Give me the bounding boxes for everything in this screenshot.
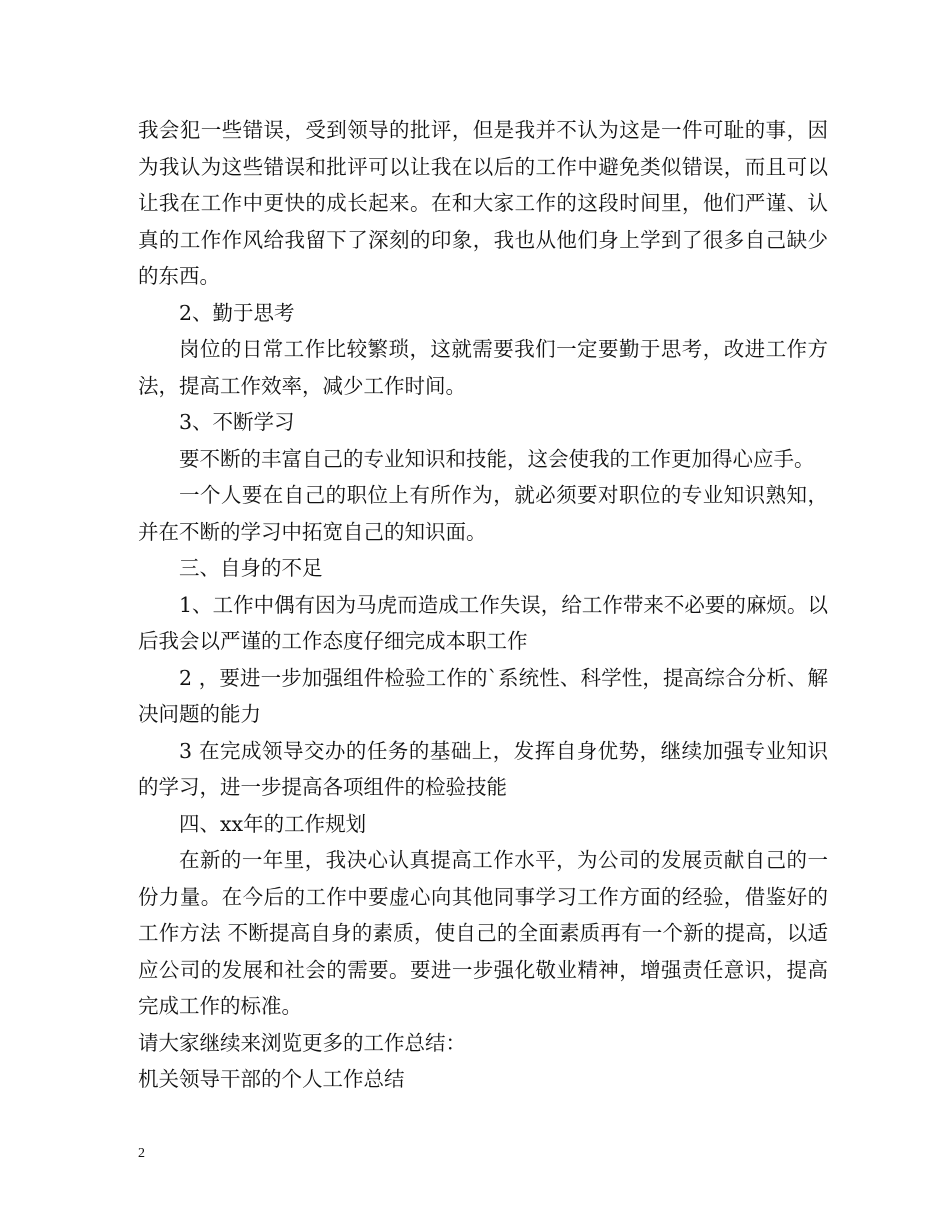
body-paragraph: 我会犯一些错误，受到领导的批评，但是我并不认为这是一件可耻的事，因为我认为这些错误和批评可以让我在以后的工作中避免类似错误，而且可以让我在工作中更快的成长起来。在和大家工作的这段时间里，他们严谨、认真的工作作风给我留下了深刻的印象，我也从他们身上学到了很多自己缺少的东西。 <box>138 118 828 288</box>
closing-line: 请大家继续来浏览更多的工作总结： <box>138 1030 466 1055</box>
list-item: 3 在完成领导交办的任务的基础上，发挥自身优势，继续加强专业知识的学习，进一步提高各项组件的检验技能 <box>138 738 828 799</box>
body-paragraph: 一个人要在自己的职位上有所作为，就必须要对职位的专业知识熟知，并在不断的学习中拓宽自己的知识面。 <box>138 483 828 544</box>
body-paragraph: 岗位的日常工作比较繁琐，这就需要我们一定要勤于思考，改进工作方法，提高工作效率，减少工作时间。 <box>138 337 828 398</box>
list-item: 1、工作中偶有因为马虎而造成工作失误，给工作带来不必要的麻烦。以后我会以严谨的工作态度仔细完成本职工作 <box>138 592 828 653</box>
page-number: 2 <box>138 1146 145 1161</box>
section-heading: 三、自身的不足 <box>179 556 323 580</box>
section-heading: 四、xx年的工作规划 <box>179 811 367 836</box>
section-heading: 2、勤于思考 <box>179 300 295 325</box>
body-paragraph: 在新的一年里，我决心认真提高工作水平，为公司的发展贡献自己的一份力量。在今后的工作中要虚心向其他同事学习工作方面的经验，借鉴好的工作方法 不断提高自身的素质，使自己的全面素质再有一个新的提高，以适应公司的发展和社会的需要。要进一步强化敬业精神，增强责任意识，提高完成工作的标准。 <box>138 848 828 1018</box>
related-title: 机关领导干部的个人工作总结 <box>138 1067 405 1091</box>
section-heading: 3、不断学习 <box>179 410 295 434</box>
list-item: 2 ，要进一步加强组件检验工作的`系统性、科学性，提高综合分析、解决问题的能力 <box>138 665 828 726</box>
document-body <box>138 112 828 1098</box>
body-paragraph: 要不断的丰富自己的专业知识和技能，这会使我的工作更加得心应手。 <box>179 446 815 471</box>
